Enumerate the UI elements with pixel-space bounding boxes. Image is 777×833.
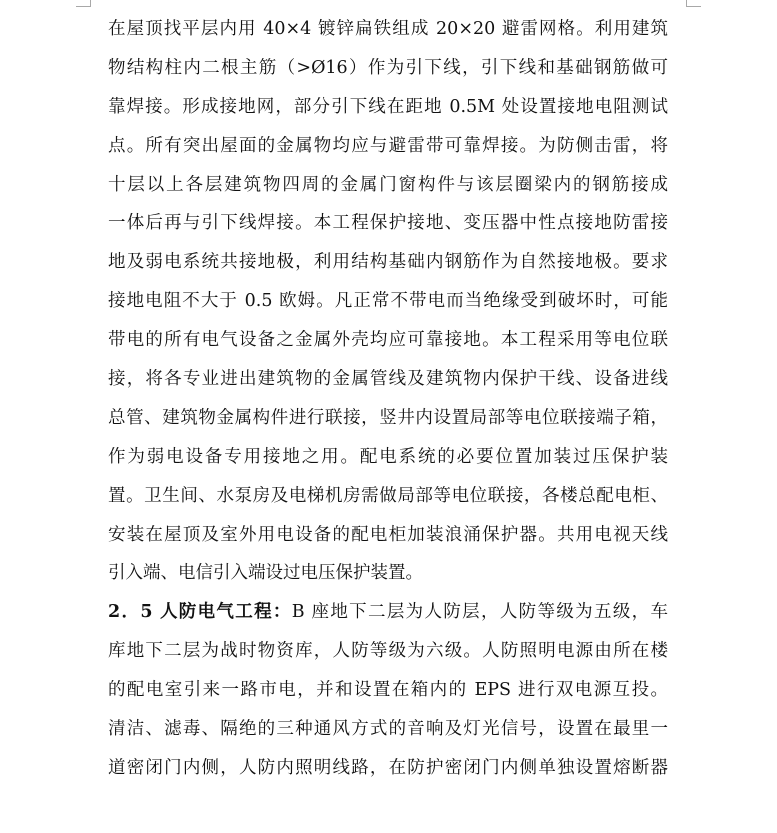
paragraph-line: 在屋顶找平层内用 40×4 镀锌扁铁组成 20×20 避雷网格。利用建筑 <box>108 19 668 39</box>
paragraph-line: 靠焊接。形成接地网，部分引下线在距地 0.5M 处设置接地电阻测试 <box>108 96 668 117</box>
paragraph-line: 总管、建筑物金属构件进行联接，竖井内设置局部等电位联接端子箱， <box>108 407 668 428</box>
paragraph-line: 带电的所有电气设备之金属外壳均应可靠接地。本工程采用等电位联 <box>108 330 668 351</box>
paragraph-line: 安装在屋顶及室外用电设备的配电柜加装浪涌保护器。共用电视天线 <box>108 524 668 545</box>
paragraph-line: 十层以上各层建筑物四周的金属门窗构件与该层圈梁内的钢筋接成 <box>108 174 668 195</box>
section-line: 的配电室引来一路市电，并和设置在箱内的 EPS 进行双电源互投。 <box>108 680 668 701</box>
paragraph-line: 一体后再与引下线焊接。本工程保护接地、变压器中性点接地防雷接 <box>108 213 668 234</box>
paragraph-line: 置。卫生间、水泵房及电梯机房需做局部等电位联接，各楼总配电柜、 <box>108 485 668 506</box>
paragraph-line: 点。所有突出屋面的金属物均应与避雷带可靠焊接。为防侧击雷，将 <box>108 135 668 156</box>
section-first-line-text: B 座地下二层为人防层，人防等级为五级，车 <box>291 602 668 623</box>
section-line: 清洁、滤毒、隔绝的三种通风方式的音响及灯光信号，设置在最里一 <box>108 719 668 740</box>
paragraph-line: 物结构柱内二根主筋（>Ø16）作为引下线，引下线和基础钢筋做可 <box>108 57 668 78</box>
paragraph-line: 接地电阻不大于 0.5 欧姆。凡正常不带电而当绝缘受到破坏时，可能 <box>108 291 668 312</box>
section-line: 道密闭门内侧，人防内照明线路，在防护密闭门内侧单独设置熔断器 <box>108 757 668 778</box>
document-body <box>108 10 668 788</box>
section-first-line <box>108 593 668 632</box>
paragraph-line: 接，将各专业进出建筑物的金属管线及建筑物内保护干线、设备进线 <box>108 369 668 390</box>
paragraph-line: 作为弱电设备专用接地之用。配电系统的必要位置加装过压保护装 <box>108 446 668 467</box>
margin-corner-mark-right <box>686 0 701 7</box>
paragraph-line-last: 引入端、电信引入端设过电压保护装置。 <box>108 563 423 584</box>
margin-corner-mark-left <box>76 0 91 7</box>
paragraph-line: 地及弱电系统共接地极，利用结构基础内钢筋作为自然接地极。要求 <box>108 252 668 273</box>
section-line: 库地下二层为战时物资库，人防等级为六级。人防照明电源由所在楼 <box>108 641 668 662</box>
section-heading: 2．5 人防电气工程： <box>108 602 292 623</box>
